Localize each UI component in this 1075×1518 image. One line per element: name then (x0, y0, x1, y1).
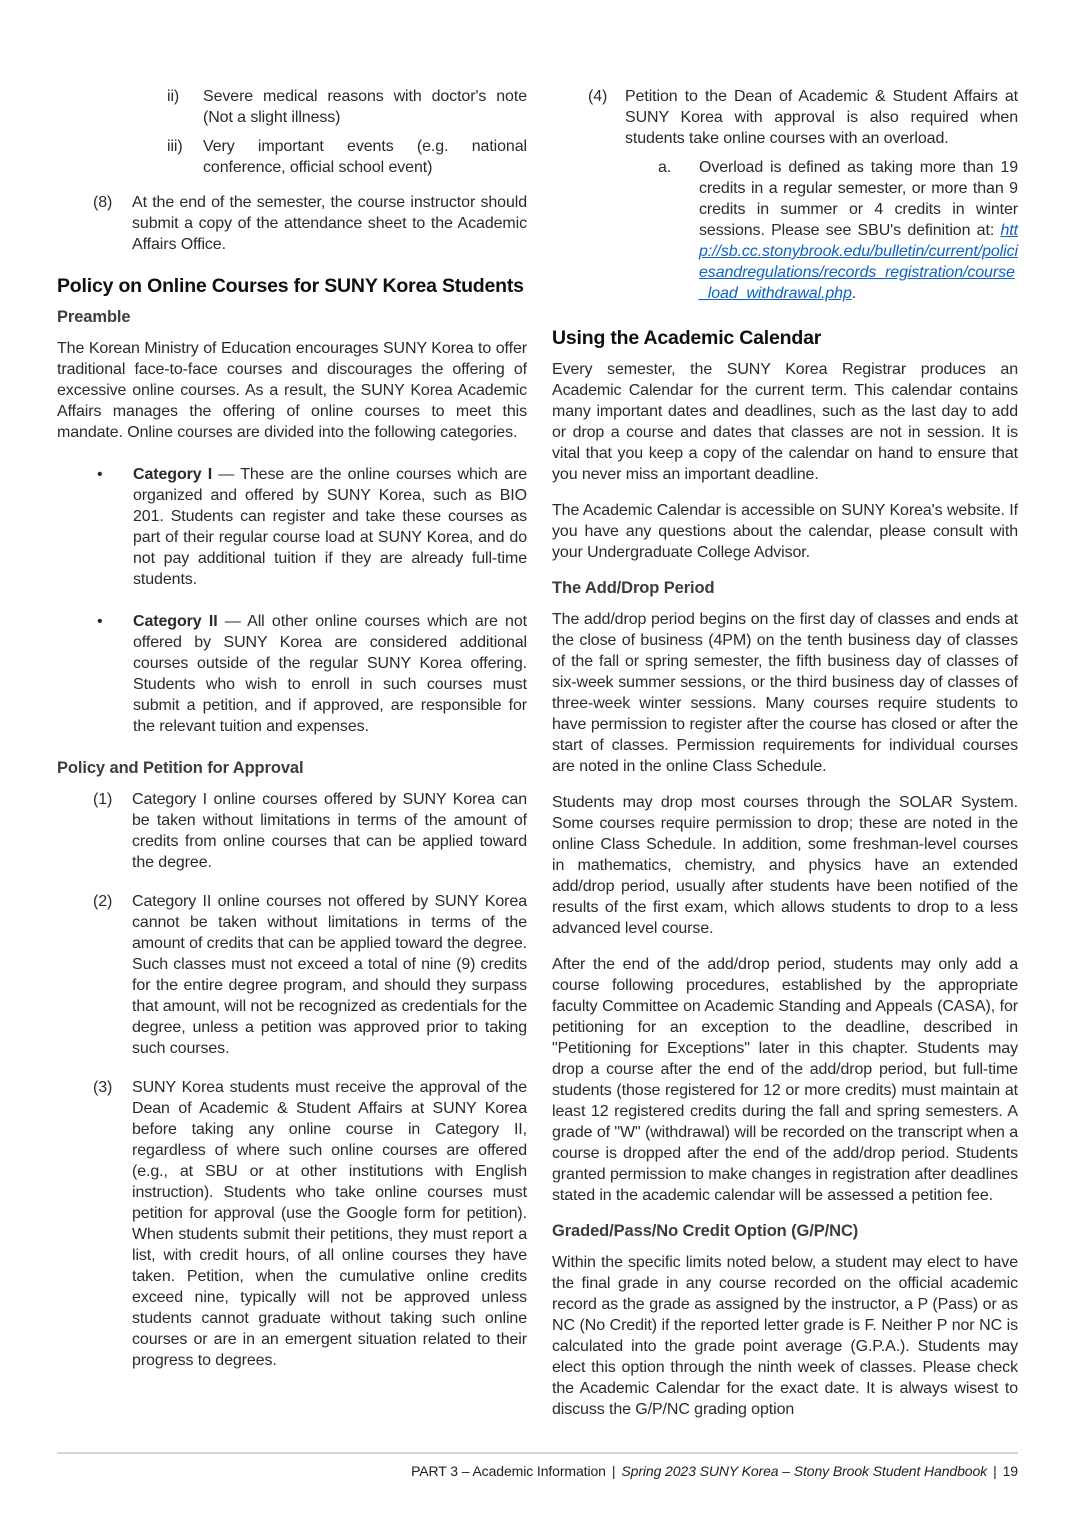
footer (57, 1462, 1018, 1481)
list-item-iii (57, 136, 527, 178)
sbu-definition-link[interactable]: http://sb.cc.stonybrook.edu/bulletin/current/policiesandregulations/records_registration/course_load_withdrawal.php (699, 222, 1018, 302)
footer-separator: | (993, 1463, 997, 1479)
list-item-text: SUNY Korea students must receive the approval of the Dean of Academic & Student Affairs at SUNY Korea before taking any online course in Category II, regardless of where such online courses are offered (e.g., at SBU or at other institutions with English instruction). Students who take online courses must petition for approval (use the Google form for petition). When students submit their petitions, they must report a list, with credit hours, of all online courses they have taken. Petition, when the cumulative online credits exceed nine, typically will not be approved unless students cannot graduate without taking such online courses or are in an emergent situation related to their progress to degrees. (132, 1079, 527, 1369)
section-heading-academic-calendar: Using the Academic Calendar (552, 327, 822, 349)
footer-page-number: 19 (1002, 1463, 1018, 1479)
bullet-text (133, 611, 527, 737)
policy-item-2 (57, 891, 527, 1059)
list-marker: (1) (93, 791, 113, 808)
list-marker: (3) (93, 1079, 113, 1096)
bullet-category-2 (57, 611, 527, 737)
list-marker: (4) (588, 88, 608, 105)
bullet-text (133, 464, 527, 590)
policy-item-4 (552, 86, 1018, 149)
after-link-text: . (851, 285, 857, 302)
overload-text: Overload is defined as taking more than 19 credits in a regular semester, or more than 9 credits in summer or 4 credits in winter sessions. Please see SBU's definition at: (699, 159, 1018, 239)
policy-item-3 (57, 1077, 527, 1371)
left-column (57, 86, 527, 1389)
add-drop-paragraph-1: The add/drop period begins on the first day of classes and ends at the close of business (4PM) on the tenth business day of classes of the fall or spring semester, the fifth business day of classes of six-week summer sessions, or the third business day of classes of three-week winter sessions. Many courses require students to have permission to register after the course has closed or after the start of classes. Permission requirements for individual courses are noted in the online Class Schedule. (552, 611, 1018, 775)
right-column (552, 86, 1018, 1435)
bullet-marker: • (97, 466, 103, 483)
add-drop-paragraph-3: After the end of the add/drop period, students may only add a course following procedures, established by the appropriate faculty Committee on Academic Standing and Appeals (CASA), for petitioning for an exception to the deadline, described in "Petitioning for Exceptions" later in this chapter. Students may drop a course after the end of the add/drop period, but full-time students (those registered for 12 or more credits) must maintain at least 12 registered credits during the fall and spring semesters. A grade of "W" (withdrawal) will be recorded on the transcript when a course is dropped after the end of the add/drop period. Students granted permission to make changes in registration after deadlines stated in the academic calendar will be assessed a petition fee. (552, 956, 1018, 1204)
footer-handbook-title: Spring 2023 SUNY Korea – Stony Brook Student Handbook (621, 1463, 988, 1479)
list-marker: (8) (93, 194, 113, 211)
list-item-text: Category II online courses not offered by SUNY Korea cannot be taken without limitations in terms of the amount of credits that can be applied toward the degree. Such classes must not exceed a total of nine (9) credits for the entire degree program, and should they surpass that amount, will not be recognized as credentials for the degree, unless a petition was approved prior to taking such courses. (132, 893, 527, 1057)
section-heading-online-courses: Policy on Online Courses for SUNY Korea Students (57, 275, 524, 297)
bullet-category-1 (57, 464, 527, 590)
footer-separator: | (611, 1463, 616, 1479)
list-marker: (2) (93, 893, 113, 910)
bullet-lead: Category I (133, 466, 213, 483)
bullet-body: — These are the online courses which are organized and offered by SUNY Korea, such as BIO 201. Students can register and take these courses as part of their regular course load at SUNY Korea, and do not pay additional tuition if they are already full-time students. (133, 466, 527, 588)
subheading-policy-petition: Policy and Petition for Approval (57, 759, 304, 777)
footer-divider (57, 1452, 1018, 1454)
gpnc-paragraph-1: Within the specific limits noted below, a student may elect to have the final grade in any course recorded on the official academic record as the grade as assigned by the instructor, a P (Pass) or as NC (No Credit) if the reported letter grade is F. Neither P nor NC is calculated into the grade point average (G.P.A.). Students may elect this option through the ninth week of classes. Please check the Academic Calendar for the exact date. It is always wisest to discuss the G/P/NC grading option (552, 1254, 1018, 1418)
list-item-8 (57, 192, 527, 255)
list-item-text: Very important events (e.g. national conference, official school event) (203, 138, 527, 176)
subheading-preamble: Preamble (57, 308, 131, 326)
bullet-marker: • (97, 613, 103, 630)
policy-item-1 (57, 789, 527, 873)
list-marker: iii) (167, 138, 183, 155)
list-item-ii (57, 86, 527, 128)
bullet-lead: Category II (133, 613, 218, 630)
bullet-body: — All other online courses which are not offered by SUNY Korea are considered additional courses outside of the regular SUNY Korea offering. Students who wish to enroll in such courses must submit a petition, and if approved, are responsible for the relevant tuition and expenses. (133, 613, 527, 735)
subheading-gpnc: Graded/Pass/No Credit Option (G/P/NC) (552, 1222, 859, 1240)
list-item-text: Category I online courses offered by SUNY Korea can be taken without limitations in terms of the amount of credits from online courses that can be applied toward the degree. (132, 791, 527, 871)
list-item-text: Petition to the Dean of Academic & Student Affairs at SUNY Korea with approval is also required when students take online courses with an overload. (625, 88, 1018, 147)
add-drop-paragraph-2: Students may drop most courses through the SOLAR System. Some courses require permission to drop; these are noted in the online Class Schedule. In addition, some freshman-level courses in mathematics, chemistry, and physics have an extended add/drop period, usually after students have been notified of the results of the first exam, which allows students to drop to a less advanced level course. (552, 794, 1018, 937)
subheading-add-drop: The Add/Drop Period (552, 579, 715, 597)
list-marker: ii) (167, 88, 180, 105)
calendar-paragraph-1: Every semester, the SUNY Korea Registrar produces an Academic Calendar for the current term. This calendar contains many important dates and deadlines, such as the last day to add or drop a course and dates that classes are not in session. It is vital that you keep a copy of the calendar on hand to ensure that you never miss an important deadline. (552, 361, 1018, 483)
calendar-paragraph-2: The Academic Calendar is accessible on SUNY Korea's website. If you have any questions about the calendar, please consult with your Undergraduate College Advisor. (552, 502, 1018, 561)
list-item-text: At the end of the semester, the course instructor should submit a copy of the attendance sheet to the Academic Affairs Office. (132, 194, 527, 253)
preamble-paragraph: The Korean Ministry of Education encourages SUNY Korea to offer traditional face-to-face courses and discourages the offering of excessive online courses. As a result, the SUNY Korea Academic Affairs manages the offering of online courses to meet this mandate. Online courses are divided into the following categories. (57, 340, 527, 441)
policy-item-4a (552, 157, 1018, 304)
footer-part-label: PART 3 – Academic Information (411, 1463, 606, 1479)
list-item-text: Severe medical reasons with doctor's note (Not a slight illness) (203, 88, 527, 126)
list-item-text (699, 157, 1018, 304)
list-marker: a. (658, 159, 672, 176)
